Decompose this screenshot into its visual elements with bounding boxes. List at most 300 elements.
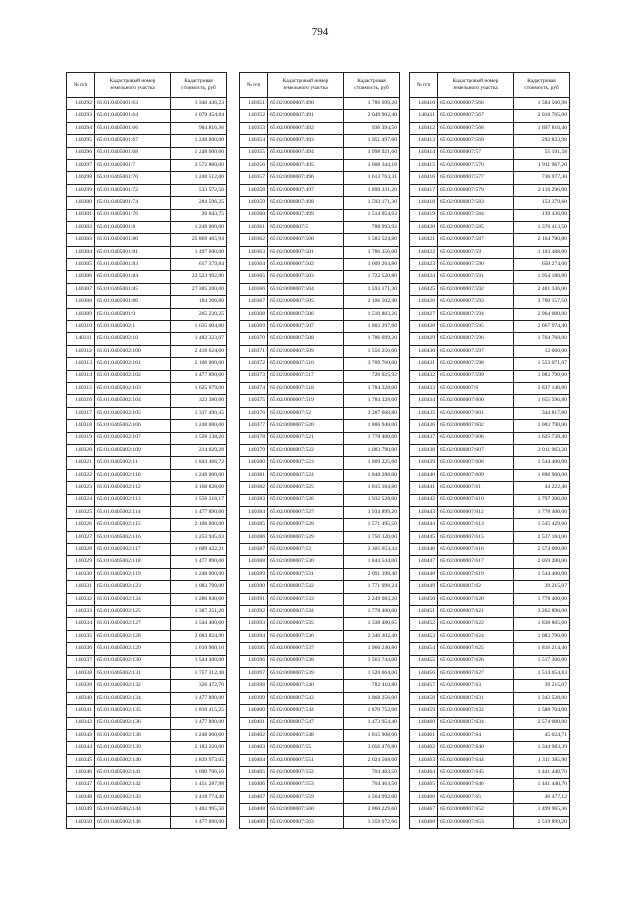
table-row (410, 482, 570, 494)
row-number: 140349 (67, 804, 95, 816)
table-row (240, 271, 400, 283)
cadastral-value: 45 024,71 (514, 729, 570, 741)
cadastral-value: 1 655 596,80 (514, 395, 570, 407)
row-number: 140332 (67, 593, 95, 605)
row-number: 140313 (67, 358, 95, 370)
table-row (240, 692, 400, 704)
row-number: 140408 (240, 804, 268, 816)
cadastral-value: 326 472,70 (171, 680, 227, 692)
table-row (67, 667, 227, 679)
row-number: 140326 (67, 519, 95, 531)
row-number: 140335 (67, 630, 95, 642)
row-number: 140358 (240, 184, 268, 196)
table-row (410, 544, 570, 556)
cadastral-value: 1 344 983,39 (514, 742, 570, 754)
table-row (67, 382, 227, 394)
row-number: 140397 (240, 667, 268, 679)
row-number: 140366 (240, 283, 268, 295)
row-number: 140371 (240, 345, 268, 357)
cadastral-value: 2 016 705,60 (514, 110, 570, 122)
row-number: 140320 (67, 444, 95, 456)
table-row (67, 779, 227, 791)
cadastral-value: 704 463,50 (344, 779, 400, 791)
cadastral-number: 65:01:0405002:124 (95, 593, 171, 605)
row-number: 140391 (240, 593, 268, 605)
row-number: 140410 (410, 98, 438, 110)
table-row (240, 370, 400, 382)
cadastral-number: 65:02:0000007:55 (268, 742, 344, 754)
table-row (240, 655, 400, 667)
cadastral-value: 1 784 328,00 (344, 395, 400, 407)
row-number: 140363 (240, 246, 268, 258)
cadastral-number: 65:02:0000007:500 (268, 234, 344, 246)
row-number: 140370 (240, 333, 268, 345)
table-row (67, 234, 227, 246)
row-number: 140452 (410, 618, 438, 630)
table-row (240, 568, 400, 580)
cadastral-number: 65:02:0000007:521 (268, 432, 344, 444)
cadastral-number: 65:02:0000007:626 (438, 655, 514, 667)
cadastral-number: 65:02:0000007:505 (268, 296, 344, 308)
cadastral-value: 25 869 465,94 (171, 234, 227, 246)
cadastral-value: 1 441 440,70 (514, 779, 570, 791)
row-number: 140310 (67, 321, 95, 333)
cadastral-value: 1 520 064,00 (344, 667, 400, 679)
row-number: 140404 (240, 754, 268, 766)
row-number: 140418 (410, 197, 438, 209)
table-row (240, 283, 400, 295)
row-number: 140423 (410, 259, 438, 271)
cadastral-value: 44 222,40 (514, 482, 570, 494)
cadastral-number: 65:02:0000007:524 (268, 469, 344, 481)
cadastral-number: 65:02:0000007:52 (268, 407, 344, 419)
table-row (67, 630, 227, 642)
row-number: 140434 (410, 395, 438, 407)
row-number: 140456 (410, 667, 438, 679)
cadastral-value: 46 477,12 (514, 791, 570, 803)
table-row (240, 444, 400, 456)
table-row (67, 221, 227, 233)
cadastral-value: 1 338 480,65 (344, 618, 400, 630)
cadastral-value: 1 608 344,16 (344, 159, 400, 171)
table-row (240, 358, 400, 370)
cadastral-value: 1 248 000,00 (171, 420, 227, 432)
cadastral-number: 65:02:0000007:510 (268, 358, 344, 370)
row-number: 140344 (67, 742, 95, 754)
cadastral-number: 65:01:0405002:125 (95, 606, 171, 618)
table-row (67, 593, 227, 605)
row-number: 140403 (240, 742, 268, 754)
table-row (410, 556, 570, 568)
table-row (410, 345, 570, 357)
row-number: 140441 (410, 482, 438, 494)
cadastral-number: 65:02:0000007:527 (268, 506, 344, 518)
row-number: 140395 (240, 643, 268, 655)
row-number: 140419 (410, 209, 438, 221)
cadastral-number: 65:01:0405002:134 (95, 692, 171, 704)
row-number: 140458 (410, 692, 438, 704)
table-row (410, 259, 570, 271)
cadastral-number: 65:02:0000007:534 (268, 606, 344, 618)
table-row (240, 729, 400, 741)
cadastral-value: 3 287 668,80 (344, 407, 400, 419)
table-row (67, 556, 227, 568)
cadastral-value: 1 588 704,00 (514, 705, 570, 717)
row-number: 140385 (240, 519, 268, 531)
row-number: 140329 (67, 556, 95, 568)
cadastral-number: 65:02:0000007:600 (438, 395, 514, 407)
cadastral-number: 65:02:0000007:517 (268, 370, 344, 382)
row-number: 140455 (410, 655, 438, 667)
cadastral-number: 65:02:0000007:503 (268, 271, 344, 283)
cadastral-number: 65:01:0405001:9 (95, 308, 171, 320)
cadastral-number: 65:01:0405001:7 (95, 159, 171, 171)
row-number: 140414 (410, 147, 438, 159)
cadastral-value: 1 896 960,00 (514, 469, 570, 481)
cadastral-number: 65:02:0000007:613 (438, 519, 514, 531)
cadastral-number: 65:02:0000007:594 (438, 308, 514, 320)
cadastral-number: 65:01:0405002:144 (95, 804, 171, 816)
table-row (410, 816, 570, 828)
row-number: 140425 (410, 283, 438, 295)
cadastral-number: 65:02:0000007:518 (268, 382, 344, 394)
cadastral-value: 1 786 356,00 (344, 246, 400, 258)
row-number: 140390 (240, 581, 268, 593)
cadastral-number: 65:02:0000007:526 (268, 494, 344, 506)
row-number: 140386 (240, 531, 268, 543)
cadastral-number: 65:01:0405002:139 (95, 742, 171, 754)
table-row (410, 271, 570, 283)
cadastral-number: 65:02:0000007:607 (438, 444, 514, 456)
cadastral-value: 1 797 306,08 (514, 494, 570, 506)
cadastral-value: 55 191,58 (514, 147, 570, 159)
cadastral-number: 65:01:0405002:135 (95, 705, 171, 717)
cadastral-number: 65:01:0405001:72 (95, 184, 171, 196)
row-number: 140372 (240, 358, 268, 370)
cadastral-number: 65:02:0000007:548 (268, 729, 344, 741)
table-row (240, 457, 400, 469)
row-number: 140429 (410, 333, 438, 345)
cadastral-value: 1 477 890,00 (171, 506, 227, 518)
row-number: 140353 (240, 122, 268, 134)
table-row (240, 519, 400, 531)
cadastral-number: 65:01:0405002:127 (95, 618, 171, 630)
table-row (67, 184, 227, 196)
cadastral-value: 1 966 240,80 (344, 643, 400, 655)
cadastral-number: 65:02:0000007:543 (268, 692, 344, 704)
row-number: 140298 (67, 172, 95, 184)
cadastral-number: 65:02:0000007:601 (438, 407, 514, 419)
cadastral-value: 2 667 974,40 (514, 321, 570, 333)
row-number: 140346 (67, 767, 95, 779)
row-number: 140421 (410, 234, 438, 246)
header-num: № п/п (240, 73, 268, 98)
cadastral-value: 1 253 945,03 (171, 531, 227, 543)
cadastral-value: 1 932 528,00 (344, 494, 400, 506)
cadastral-value: 2 106 000,00 (171, 519, 227, 531)
row-number: 140460 (410, 717, 438, 729)
table-row (410, 581, 570, 593)
cadastral-number: 65:01:0405001:76 (95, 209, 171, 221)
table-row (67, 432, 227, 444)
cadastral-value: 1 899 331,20 (344, 184, 400, 196)
row-number: 140314 (67, 370, 95, 382)
table-row (67, 568, 227, 580)
cadastral-value: 292 823,98 (514, 135, 570, 147)
table-row (410, 221, 570, 233)
row-number: 140348 (67, 791, 95, 803)
row-number: 140413 (410, 135, 438, 147)
table-row (240, 556, 400, 568)
table-row (410, 531, 570, 543)
cadastral-number: 65:02:0000007:617 (438, 556, 514, 568)
row-number: 140447 (410, 556, 438, 568)
cadastral-number: 65:01:0405002:101 (95, 358, 171, 370)
table-row (67, 407, 227, 419)
cadastral-number: 65:02:0000007:627 (438, 667, 514, 679)
cadastral-number: 65:02:0000007:599 (438, 370, 514, 382)
cadastral-value: 1 248 000,00 (171, 147, 227, 159)
table-row (67, 358, 227, 370)
cadastral-value: 1 311 385,90 (514, 754, 570, 766)
table-row (410, 358, 570, 370)
cadastral-value: 1 690 706,16 (171, 767, 227, 779)
row-number: 140303 (67, 234, 95, 246)
table-row (410, 296, 570, 308)
cadastral-number: 65:02:0000007:536 (268, 630, 344, 642)
row-number: 140430 (410, 345, 438, 357)
cadastral-value: 1 240 512,00 (171, 172, 227, 184)
header-num: № п/п (67, 73, 95, 98)
cadastral-value: 1 510 803,26 (344, 308, 400, 320)
table-row (67, 705, 227, 717)
cadastral-number: 65:02:0000007:520 (268, 420, 344, 432)
cadastral-number: 65:02:0000007:490 (268, 98, 344, 110)
cadastral-number: 65:02:0000007:570 (438, 159, 514, 171)
cadastral-value: 2 106 000,00 (171, 358, 227, 370)
table-row (240, 791, 400, 803)
table-row (240, 667, 400, 679)
cadastral-value: 2 091 398,40 (344, 568, 400, 580)
table-row (67, 618, 227, 630)
cadastral-value: 1 868 256,00 (344, 692, 400, 704)
row-number: 140312 (67, 345, 95, 357)
table-row (67, 680, 227, 692)
table-row (410, 283, 570, 295)
cadastral-number: 65:01:0405002:109 (95, 444, 171, 456)
cadastral-value: 1 544 400,00 (514, 568, 570, 580)
row-number: 140389 (240, 568, 268, 580)
cadastral-number: 65:02:0000007:563 (268, 816, 344, 828)
row-number: 140459 (410, 705, 438, 717)
cadastral-number: 65:02:0000007:579 (438, 184, 514, 196)
table-row (410, 370, 570, 382)
row-number: 140384 (240, 506, 268, 518)
cadastral-value: 2 011 963,20 (514, 444, 570, 456)
cadastral-value: 2 346 302,40 (344, 630, 400, 642)
row-number: 140334 (67, 618, 95, 630)
cadastral-number: 65:02:0000007:632 (438, 705, 514, 717)
cadastral-value: 214 029,28 (171, 444, 227, 456)
cadastral-number: 65:01:0405001:67 (95, 135, 171, 147)
table-row (240, 197, 400, 209)
cadastral-number: 65:02:0000007:540 (268, 680, 344, 692)
row-number: 140436 (410, 420, 438, 432)
table-row (240, 122, 400, 134)
row-number: 140398 (240, 680, 268, 692)
cadastral-number: 65:01:0405002:113 (95, 494, 171, 506)
cadastral-value: 1 477 890,00 (171, 370, 227, 382)
table-row (410, 246, 570, 258)
table-row (67, 791, 227, 803)
cadastral-value: 1 584 500,98 (514, 98, 570, 110)
cadastral-number: 65:01:0405002:128 (95, 630, 171, 642)
table-row (240, 432, 400, 444)
cadastral-value: 1 517 306,00 (514, 655, 570, 667)
cadastral-number: 65:01:0405002:132 (95, 680, 171, 692)
cadastral-number: 65:01:0405002:118 (95, 556, 171, 568)
row-number: 140331 (67, 581, 95, 593)
row-number: 140301 (67, 209, 95, 221)
table-row (410, 791, 570, 803)
table-row (240, 110, 400, 122)
cadastral-number: 65:01:0405002:141 (95, 767, 171, 779)
table-row (67, 444, 227, 456)
cadastral-number: 65:02:0000007:529 (268, 531, 344, 543)
cadastral-value: 1 103 488,00 (514, 246, 570, 258)
row-number: 140377 (240, 420, 268, 432)
cadastral-number: 65:02:0000007:602 (438, 420, 514, 432)
cadastral-number: 65:02:0000007:609 (438, 469, 514, 481)
cadastral-value: 1 803 297,60 (344, 321, 400, 333)
row-number: 140468 (410, 816, 438, 828)
cadastral-number: 65:02:0000007:494 (268, 147, 344, 159)
row-number: 140315 (67, 382, 95, 394)
row-number: 140324 (67, 494, 95, 506)
table-row (67, 333, 227, 345)
table-row (410, 321, 570, 333)
cadastral-number: 65:02:0000007:504 (268, 283, 344, 295)
table-row (67, 754, 227, 766)
cadastral-value: 1 079 454,84 (171, 110, 227, 122)
cadastral-table-2 (239, 72, 400, 829)
row-number: 140457 (410, 680, 438, 692)
cadastral-number: 65:02:0000007:537 (268, 643, 344, 655)
table-row (410, 729, 570, 741)
cadastral-number: 65:02:0000007:57 (438, 147, 514, 159)
row-number: 140445 (410, 531, 438, 543)
cadastral-number: 65:02:0000007:606 (438, 432, 514, 444)
table-row (410, 667, 570, 679)
table-row (240, 184, 400, 196)
cadastral-value: 2 574 000,00 (514, 717, 570, 729)
table-row (410, 382, 570, 394)
table-row (240, 420, 400, 432)
cadastral-number: 65:01:0405001:66 (95, 122, 171, 134)
cadastral-value: 1 764 768,00 (514, 333, 570, 345)
cadastral-number: 65:01:0405001:63 (95, 98, 171, 110)
cadastral-number: 65:01:0405001:84 (95, 271, 171, 283)
table-row (410, 692, 570, 704)
row-number: 140347 (67, 779, 95, 791)
cadastral-number: 65:01:0405001:83 (95, 259, 171, 271)
table-row (67, 159, 227, 171)
table-row (410, 234, 570, 246)
row-number: 140316 (67, 395, 95, 407)
table-row (240, 209, 400, 221)
cadastral-value: 1 635 004,80 (171, 321, 227, 333)
row-number: 140374 (240, 382, 268, 394)
table-row (67, 717, 227, 729)
cadastral-table-1 (66, 72, 227, 829)
cadastral-value: 2 164 780,80 (514, 234, 570, 246)
table-row (67, 172, 227, 184)
row-number: 140340 (67, 692, 95, 704)
table-row (240, 494, 400, 506)
row-number: 140437 (410, 432, 438, 444)
table-row (410, 655, 570, 667)
cadastral-value: 2 083 824,90 (171, 630, 227, 642)
row-number: 140416 (410, 172, 438, 184)
table-row (67, 655, 227, 667)
cadastral-number: 65:01:0405001:70 (95, 172, 171, 184)
row-number: 140299 (67, 184, 95, 196)
cadastral-number: 65:02:0000007:653 (438, 816, 514, 828)
row-number: 140432 (410, 370, 438, 382)
cadastral-value: 617 379,84 (171, 259, 227, 271)
row-number: 140355 (240, 147, 268, 159)
table-row (240, 804, 400, 816)
row-number: 140446 (410, 544, 438, 556)
table-row (67, 197, 227, 209)
cadastral-value: 1 497 600,00 (171, 246, 227, 258)
cadastral-number: 65:02:0000007:612 (438, 506, 514, 518)
row-number: 140292 (67, 98, 95, 110)
table-row (240, 407, 400, 419)
cadastral-value: 1 359 072,66 (344, 816, 400, 828)
row-number: 140368 (240, 308, 268, 320)
row-number: 140304 (67, 246, 95, 258)
table-row (410, 457, 570, 469)
row-number: 140322 (67, 469, 95, 481)
row-number: 140443 (410, 506, 438, 518)
row-number: 140393 (240, 618, 268, 630)
cadastral-number: 65:01:0405002:136 (95, 717, 171, 729)
cadastral-value: 20 043,75 (171, 209, 227, 221)
cadastral-value: 1 911 967,20 (514, 159, 570, 171)
row-number: 140402 (240, 729, 268, 741)
table-row (240, 754, 400, 766)
cadastral-number: 65:01:0405002:107 (95, 432, 171, 444)
cadastral-value: 3 780 157,50 (514, 296, 570, 308)
table-row (410, 705, 570, 717)
table-row (240, 816, 400, 828)
cadastral-number: 65:02:0000007:519 (268, 395, 344, 407)
row-number: 140378 (240, 432, 268, 444)
cadastral-number: 65:01:0405001:80 (95, 234, 171, 246)
cadastral-number: 65:01:0405002:131 (95, 667, 171, 679)
cadastral-number: 65:01:0405001:85 (95, 283, 171, 295)
cadastral-number: 65:02:0000007:569 (438, 135, 514, 147)
row-number: 140380 (240, 457, 268, 469)
header-cadastral-number: Кадастровый номер земельного участка (95, 73, 171, 98)
table-row (410, 135, 570, 147)
table-row (67, 816, 227, 828)
cadastral-value: 1 613 763,31 (344, 172, 400, 184)
table-row (410, 804, 570, 816)
cadastral-number: 65:02:0000007:590 (438, 259, 514, 271)
row-number: 140307 (67, 283, 95, 295)
